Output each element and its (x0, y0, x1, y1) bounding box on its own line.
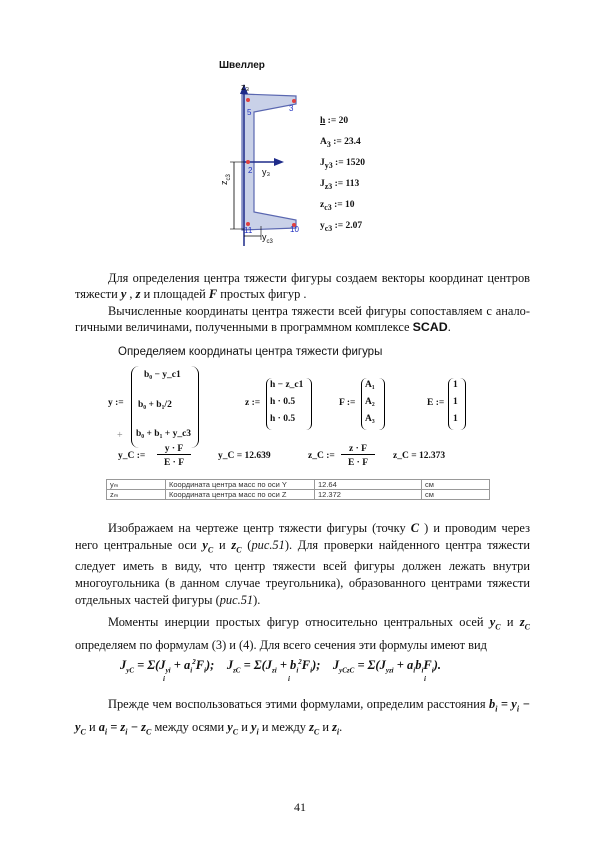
E-row: 1 (453, 414, 458, 424)
F-definition: F := (339, 398, 356, 408)
y-row: b₀ + b₁ + y_c3 (136, 429, 192, 439)
E-vector (448, 378, 466, 430)
z-vector (266, 378, 312, 430)
F-row: A₁ (365, 380, 375, 390)
point-3 (292, 99, 296, 103)
param-row: $A_3$ := 23.4 (320, 137, 361, 149)
yC-result: y_C = 12.639 (218, 451, 271, 461)
sum-index: i (424, 675, 426, 683)
F-vector (361, 378, 385, 430)
channel-section-drawing (214, 74, 314, 254)
paragraph-centroid: Изображаем на чертеже центр тяжести фигуры (точку C ) и проводим через него центральные оси $y_C$ и $z_C$ (рис.51). Для проверки найденного центра тяжести следует иметь в виду, что центр тяжести всей фигуры должен лежать внутри многоугольника (в данном случае треугольника), образованного центрами тяжести отдельных частей фигуры (рис.51). (75, 521, 530, 608)
param-row: h := 20 (320, 116, 349, 126)
param-row: $z_{c3}$ := 10 (320, 200, 355, 212)
y3-label: y₃ (262, 167, 271, 177)
yC-denominator: E · F (163, 458, 185, 468)
paragraph-distances: Прежде чем воспользоваться этими формулами, определим расстояния $b_i = y_i - y_C$ и $a_i = z_i - z_C$ между осями $y_C$ и $y_i$ и между $z_C$ и $z_i$. (75, 697, 530, 737)
F-row: A₂ (365, 397, 375, 407)
z-row: h · 0.5 (270, 414, 296, 424)
paragraph-vectors: Для определения центра тяжести фигуры создаем векторы координат центров тяжести y , z и площадей F простых фигур . (75, 271, 530, 301)
point-3-label: 3 (289, 104, 294, 113)
plus-marker: + (117, 430, 123, 441)
point-10-label: 10 (290, 225, 299, 234)
point-5 (246, 98, 250, 102)
E-row: 1 (453, 397, 458, 407)
y3-arrow (274, 158, 284, 166)
inertia-formulas: $J_{yC} = \Sigma(J_{yi} + a_i^2F_i)$; $J_{zC} = \Sigma(J_{zi} + b_i^2F_i)$; $J_{yCzC} = \Sigma(J_{yzi} + a_ib_iF_i)$. (120, 658, 441, 675)
scad-results-table (106, 479, 490, 500)
point-2-label: 2 (248, 166, 253, 175)
sum-index: i (163, 675, 165, 683)
paragraph-moments: Моменты инерции простых фигур относительно центральных осей $y_C$ и $z_C$ определяем по формулам (3) и (4). Для всего сечения эти формулы имеют вид (75, 615, 530, 653)
page-number: 41 (294, 800, 306, 814)
zC-denominator: E · F (347, 458, 369, 468)
point-11-label: 11 (244, 226, 253, 235)
z-row: h − z_c1 (270, 380, 304, 390)
z3-label: z₃ (241, 82, 250, 92)
zC-numerator: z · F (341, 444, 375, 455)
calc-heading: Определяем координаты центра тяжести фигуры (118, 346, 383, 358)
point-5-label: 5 (247, 108, 252, 117)
y-definition: y := (108, 398, 124, 408)
sum-index: i (288, 675, 290, 683)
E-row: 1 (453, 380, 458, 390)
table-row: zₘ Координата центра масс по оси Z 12.372 см (107, 490, 490, 500)
yc3-label: $y_{c3}$ (262, 232, 273, 245)
param-row: $J_{z3}$ := 113 (320, 179, 360, 191)
E-definition: E := (427, 398, 445, 408)
y-row: b₀ − y_c1 (144, 370, 181, 380)
yC-numerator: y · F (157, 444, 191, 455)
z-definition: z := (245, 398, 261, 408)
y-row: b₀ + b₁/2 (138, 400, 172, 410)
figure-title: Швеллер (219, 60, 265, 71)
F-row: A₃ (365, 414, 375, 424)
zC-definition: z_C := (308, 451, 335, 461)
param-row: $J_{y3}$ := 1520 (320, 158, 365, 170)
zc3-label: $z_{c3}$ (219, 174, 232, 185)
zC-result: z_C = 12.373 (393, 451, 446, 461)
y-vector (131, 366, 199, 448)
params-list (320, 116, 365, 242)
point-2 (246, 160, 250, 164)
z-row: h · 0.5 (270, 397, 296, 407)
table-row: yₘ Координата центра масс по оси Y 12.64 см (107, 480, 490, 490)
yC-definition: y_C := (118, 451, 146, 461)
param-row: $y_{c3}$ := 2.07 (320, 221, 363, 233)
paragraph-compare: Вычисленные координаты центра тяжести всей фигуры сопоставляем с анало-гичными величинами, полученными в программном комплексе SCAD. (75, 304, 530, 334)
